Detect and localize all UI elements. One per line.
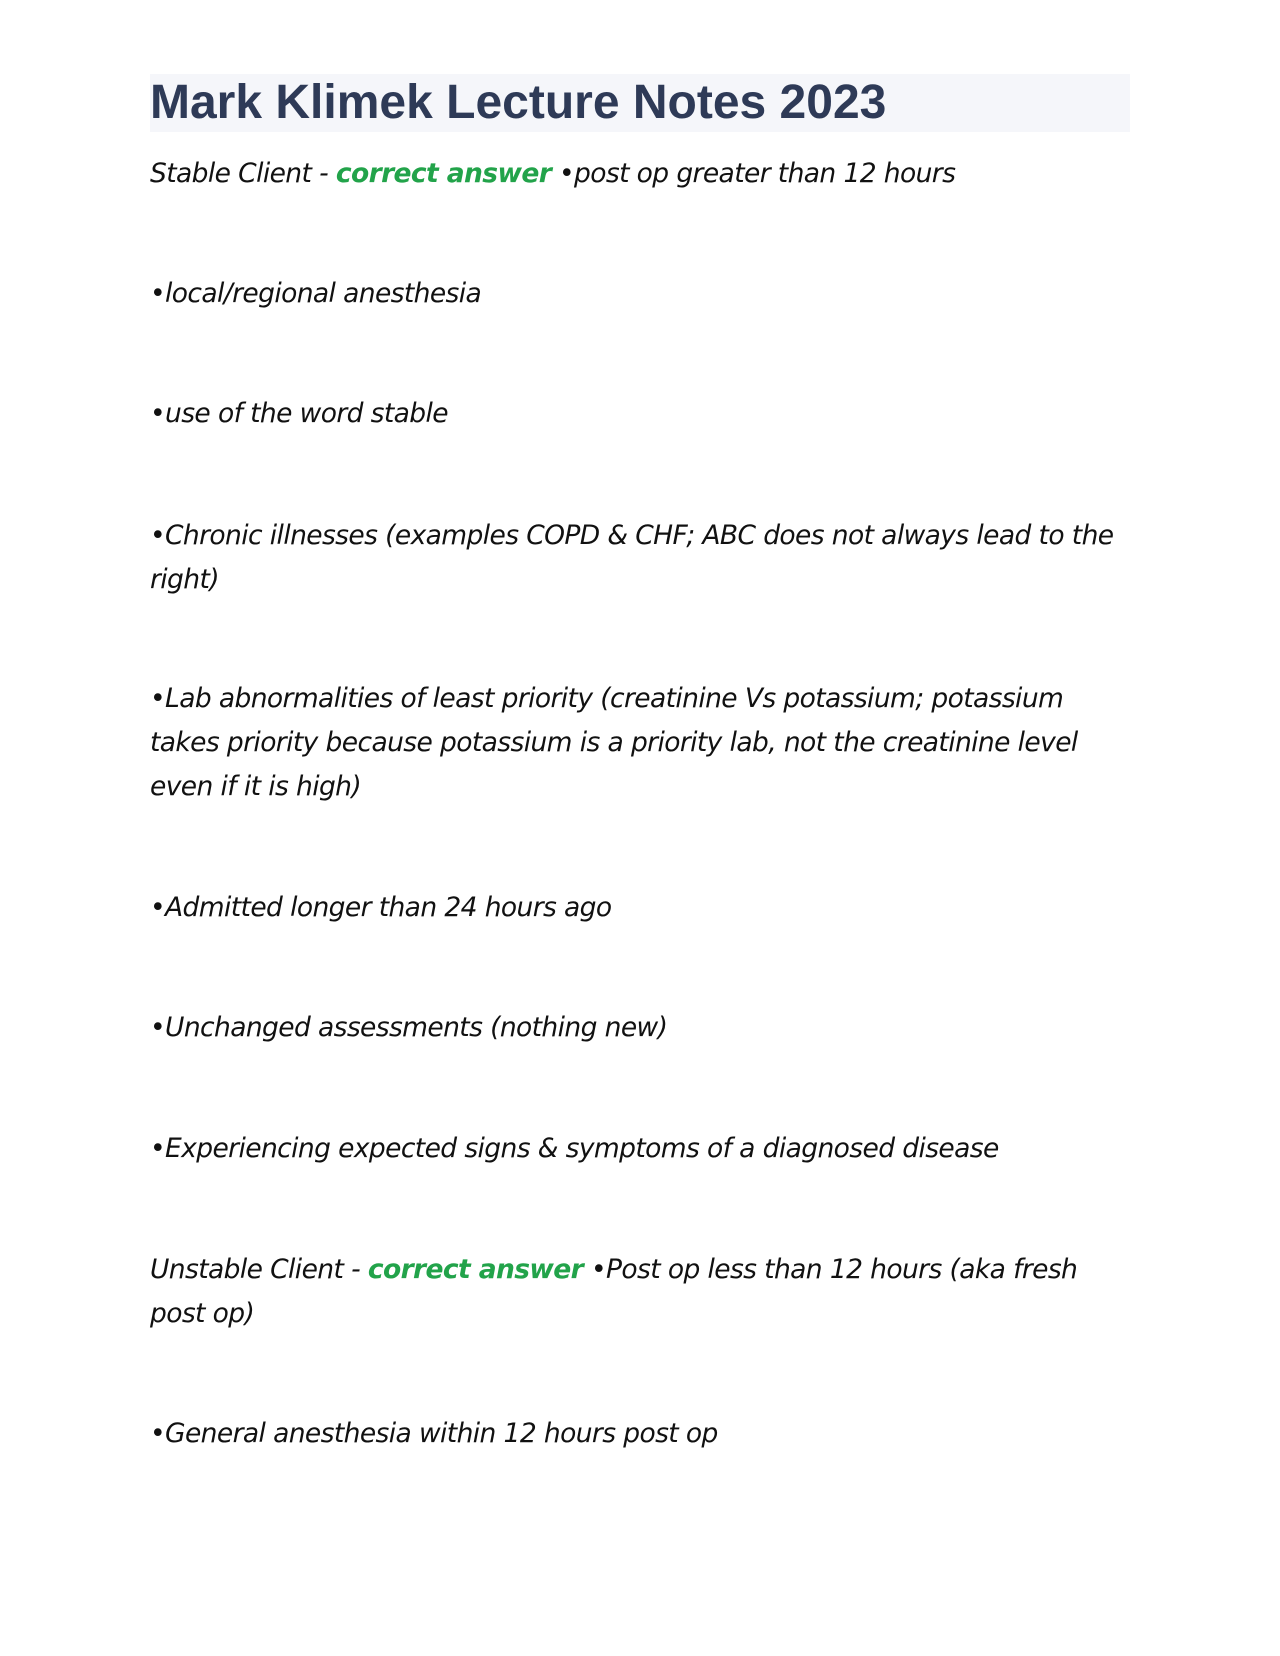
entry-term: Stable Client - (150, 158, 336, 189)
entry-stable-client (150, 152, 1130, 196)
entry-text: •post op greater than 12 hours (551, 158, 956, 189)
bullet-item: •Chronic illnesses (examples COPD & CHF; ABC does not always lead to the right) (150, 520, 1114, 595)
bullet-item: •local/regional anesthesia (150, 278, 482, 309)
bullet-item: •Admitted longer than 24 hours ago (150, 892, 612, 923)
bullet-item: •Unchanged assessments (nothing new) (150, 1012, 668, 1043)
entry-text: •Post op less than 12 hours (aka fresh post op) (150, 1254, 1078, 1329)
entry-term: Unstable Client - (150, 1254, 368, 1285)
bullet-item: •Experiencing expected signs & symptoms of a diagnosed disease (150, 1133, 999, 1164)
correct-answer-label: correct answer (335, 158, 552, 189)
correct-answer-label: correct answer (367, 1254, 584, 1285)
entry-unstable-client (150, 1248, 1130, 1336)
bullet-item: •Lab abnormalities of least priority (creatinine Vs potassium; potassium takes priority because potassium is a priority lab, not the creatinine level even if it is high) (150, 683, 1078, 802)
page-title: Mark Klimek Lecture Notes 2023 (150, 76, 887, 129)
bullet-item: •use of the word stable (150, 398, 448, 429)
bullet-item: •General anesthesia within 12 hours post op (150, 1418, 718, 1449)
